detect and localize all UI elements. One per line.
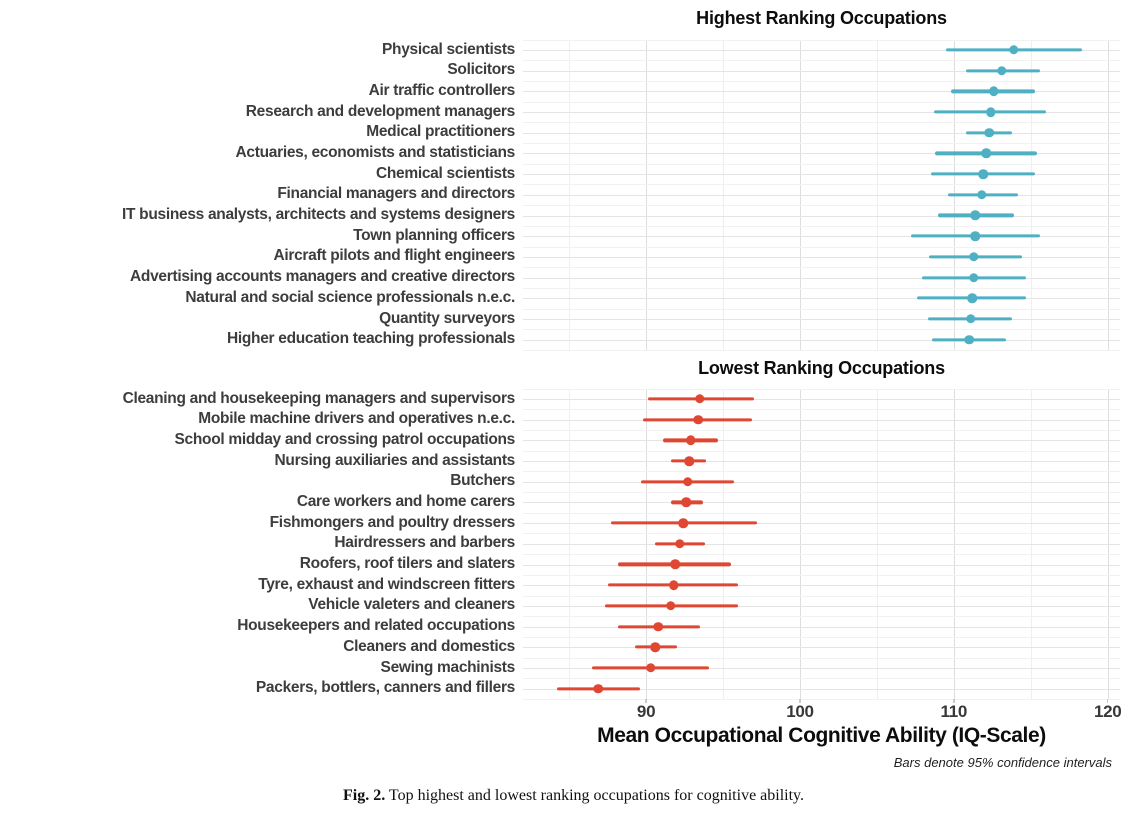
mean-dot — [981, 149, 991, 159]
occupation-label: Housekeepers and related occupations — [237, 617, 515, 635]
mean-dot — [968, 293, 978, 303]
mean-dot — [675, 539, 685, 549]
occupation-label: Actuaries, economists and statisticians — [235, 144, 515, 162]
rows-highest — [0, 40, 1120, 351]
occupation-track — [523, 288, 1120, 309]
mean-dot — [683, 477, 693, 487]
occupation-row — [0, 184, 1120, 205]
occupation-row — [0, 60, 1120, 81]
occupation-row — [0, 492, 1120, 513]
occupation-label: Cleaners and domestics — [343, 637, 515, 655]
occupation-track — [523, 658, 1120, 679]
occupation-row — [0, 513, 1120, 534]
occupation-label: Packers, bottlers, canners and fillers — [255, 679, 515, 697]
occupation-row — [0, 81, 1120, 102]
occupation-track — [523, 164, 1120, 185]
occupation-row — [0, 267, 1120, 288]
figure-caption-text: Top highest and lowest ranking occupations for cognitive ability. — [388, 787, 805, 804]
mean-dot — [669, 580, 679, 590]
mean-dot — [678, 518, 688, 528]
mean-dot — [969, 252, 979, 262]
occupation-row — [0, 309, 1120, 330]
occupation-track — [523, 637, 1120, 658]
occupation-row — [0, 616, 1120, 637]
mean-dot — [969, 273, 979, 283]
occupation-label: Roofers, roof tilers and slaters — [299, 555, 515, 573]
occupation-row — [0, 658, 1120, 679]
occupation-row — [0, 409, 1120, 430]
occupation-label: Sewing machinists — [380, 658, 515, 676]
occupation-label: Cleaning and housekeeping managers and supervisors — [122, 389, 515, 407]
occupation-label: Care workers and home carers — [296, 493, 515, 511]
occupation-label: Vehicle valeters and cleaners — [308, 596, 515, 614]
occupation-row — [0, 575, 1120, 596]
occupation-track — [523, 554, 1120, 575]
occupation-row — [0, 595, 1120, 616]
occupation-track — [523, 246, 1120, 267]
occupation-track — [523, 122, 1120, 143]
occupation-row — [0, 389, 1120, 410]
occupation-track — [523, 513, 1120, 534]
occupation-row — [0, 164, 1120, 185]
figure-caption-label: Fig. 2. — [342, 787, 386, 804]
x-axis — [523, 699, 1120, 725]
occupation-track — [523, 533, 1120, 554]
occupation-track — [523, 81, 1120, 102]
mean-dot — [594, 684, 604, 694]
occupation-track — [523, 492, 1120, 513]
occupation-label: Advertising accounts managers and creative directors — [130, 268, 515, 286]
occupation-track — [523, 471, 1120, 492]
occupation-row — [0, 288, 1120, 309]
mean-dot — [989, 87, 999, 97]
occupation-label: Physical scientists — [381, 40, 515, 58]
mean-dot — [646, 663, 656, 673]
mean-dot — [997, 66, 1007, 76]
mean-dot — [695, 394, 705, 404]
mean-dot — [971, 211, 981, 221]
occupation-track — [523, 678, 1120, 699]
mean-dot — [966, 314, 976, 324]
occupation-track — [523, 184, 1120, 205]
occupation-row — [0, 637, 1120, 658]
occupation-row — [0, 678, 1120, 699]
mean-dot — [984, 128, 994, 138]
x-tick-label: 90 — [636, 702, 656, 721]
occupation-track — [523, 575, 1120, 596]
occupation-label: Nursing auxiliaries and assistants — [274, 451, 515, 469]
occupation-label: Aircraft pilots and flight engineers — [273, 247, 515, 265]
x-tick-label: 120 — [1093, 702, 1122, 721]
mean-dot — [964, 335, 974, 345]
occupation-track — [523, 329, 1120, 350]
mean-dot — [978, 169, 988, 179]
mean-dot — [651, 642, 661, 652]
rows-lowest — [0, 389, 1120, 700]
occupation-label: Higher education teaching professionals — [226, 330, 515, 348]
occupation-track — [523, 102, 1120, 123]
occupation-row — [0, 102, 1120, 123]
occupation-row — [0, 40, 1120, 61]
occupation-row — [0, 430, 1120, 451]
occupation-label: Solicitors — [447, 61, 515, 79]
occupation-label: IT business analysts, architects and systems designers — [121, 206, 515, 224]
x-axis-title: Mean Occupational Cognitive Ability (IQ-Scale) — [597, 724, 1046, 747]
occupation-row — [0, 122, 1120, 143]
occupation-row — [0, 329, 1120, 350]
mean-dot — [666, 601, 676, 611]
occupation-track — [523, 451, 1120, 472]
confidence-interval-note: Bars denote 95% confidence intervals — [893, 755, 1112, 770]
mean-dot — [977, 190, 987, 200]
occupation-label: Hairdressers and barbers — [334, 534, 515, 552]
mean-dot — [686, 436, 696, 446]
occupation-track — [523, 60, 1120, 81]
x-tick-label: 100 — [786, 702, 814, 721]
occupation-label: Fishmongers and poultry dressers — [269, 513, 515, 531]
occupation-track — [523, 430, 1120, 451]
occupation-track — [523, 595, 1120, 616]
occupation-track — [523, 267, 1120, 288]
occupation-track — [523, 143, 1120, 164]
occupation-label: Mobile machine drivers and operatives n.e.c. — [198, 410, 515, 428]
x-tick-label: 110 — [940, 702, 968, 721]
mean-dot — [986, 107, 996, 117]
mean-dot — [654, 622, 664, 632]
occupation-label: Research and development managers — [245, 102, 515, 120]
occupation-label: Medical practitioners — [366, 123, 515, 141]
occupation-row — [0, 205, 1120, 226]
occupation-label: Air traffic controllers — [368, 81, 515, 99]
occupation-row — [0, 471, 1120, 492]
mean-dot — [1009, 45, 1019, 55]
occupation-label: Natural and social science professionals n.e.c. — [185, 288, 515, 306]
occupation-track — [523, 226, 1120, 247]
occupation-label: Financial managers and directors — [277, 185, 515, 203]
occupation-track — [523, 409, 1120, 430]
occupation-track — [523, 40, 1120, 61]
occupation-label: Chemical scientists — [375, 164, 515, 182]
mean-dot — [694, 415, 704, 425]
panel-title-highest: Highest Ranking Occupations — [696, 8, 947, 28]
mean-dot — [681, 498, 691, 508]
occupation-row — [0, 246, 1120, 267]
figure-caption — [0, 787, 1147, 805]
occupation-label: Butchers — [450, 472, 515, 490]
occupation-label: School midday and crossing patrol occupations — [174, 430, 515, 448]
occupation-track — [523, 309, 1120, 330]
occupation-row — [0, 554, 1120, 575]
occupation-row — [0, 451, 1120, 472]
occupation-row — [0, 533, 1120, 554]
occupation-row — [0, 226, 1120, 247]
gridline-horizontal-minor — [523, 350, 1120, 351]
occupation-label: Town planning officers — [353, 226, 515, 244]
occupation-track — [523, 389, 1120, 410]
mean-dot — [684, 456, 694, 466]
occupation-label: Tyre, exhaust and windscreen fitters — [258, 575, 515, 593]
occupation-row — [0, 143, 1120, 164]
occupation-label: Quantity surveyors — [379, 309, 515, 327]
panel-title-lowest: Lowest Ranking Occupations — [698, 358, 945, 378]
occupation-track — [523, 616, 1120, 637]
occupation-track — [523, 205, 1120, 226]
mean-dot — [671, 560, 681, 570]
mean-dot — [971, 231, 981, 241]
